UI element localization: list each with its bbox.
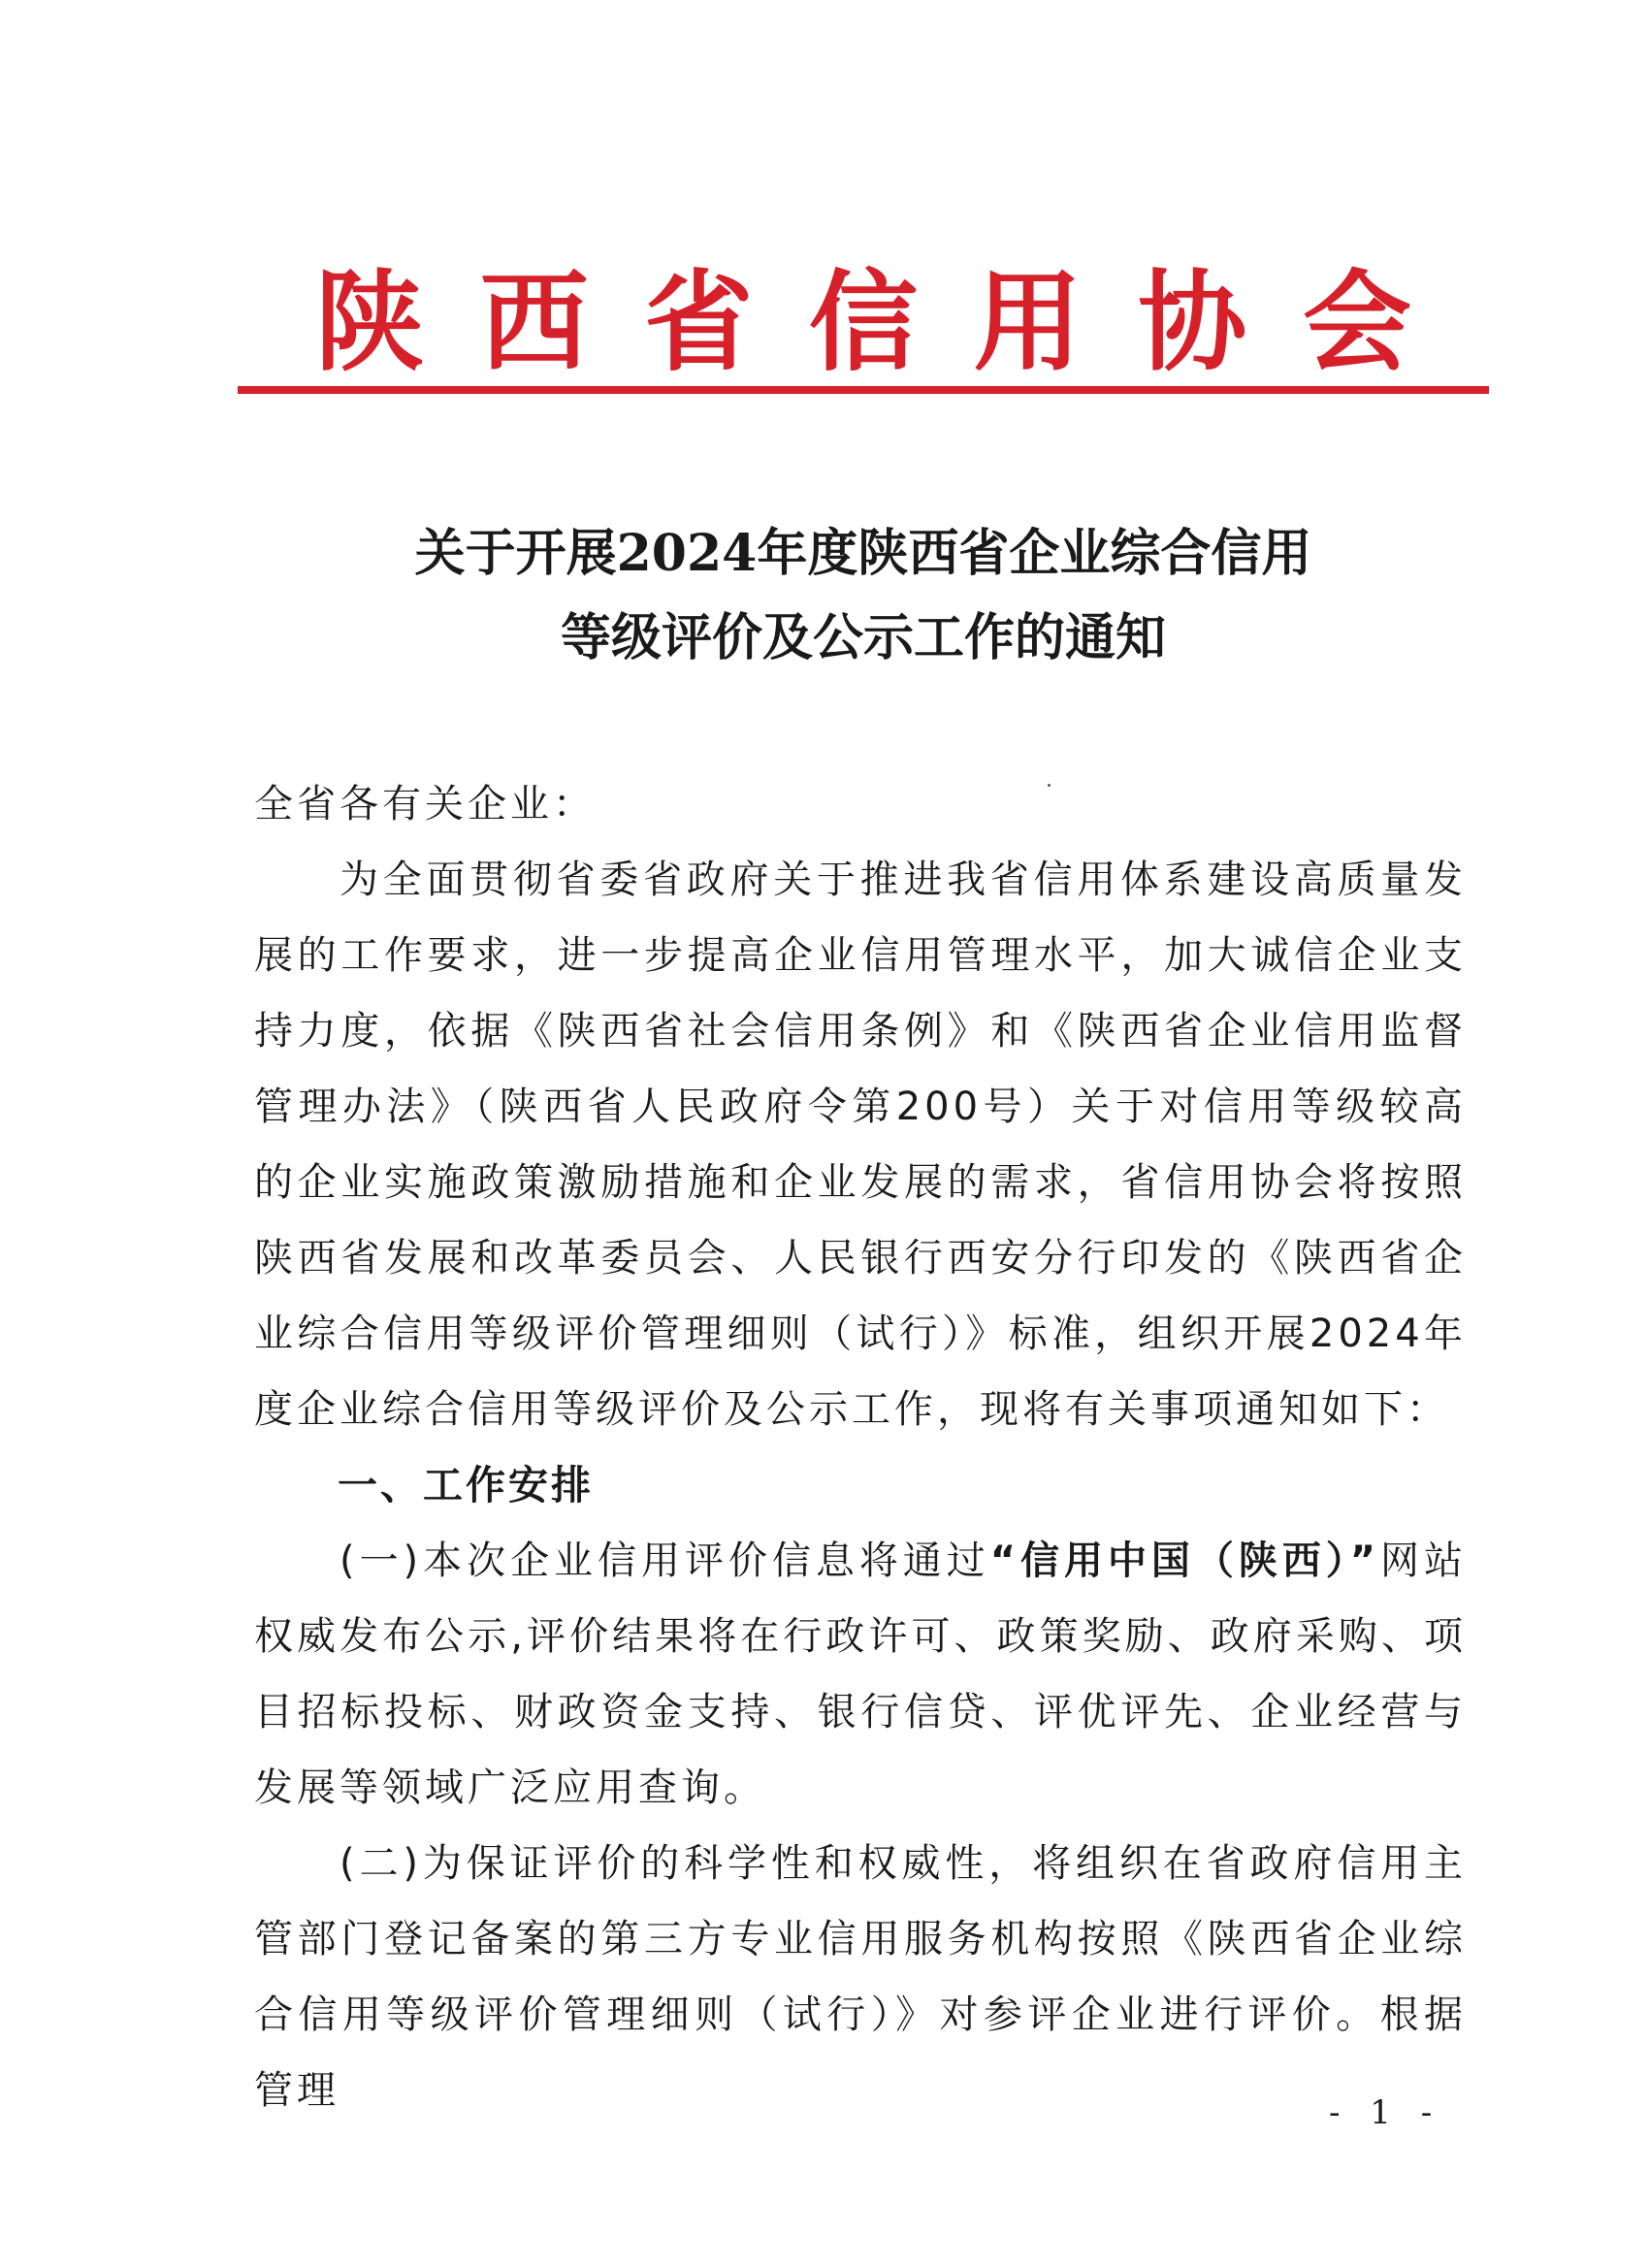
- section-heading-work-arrangement: 一、工作安排: [338, 1462, 594, 1508]
- organization-header: [238, 260, 1489, 386]
- organization-name-char: 陕: [315, 259, 424, 386]
- organization-name-char: 省: [644, 259, 754, 386]
- organization-name-char: 协: [1138, 259, 1247, 386]
- document-title-line-2: 等级评价及公示工作的通知: [560, 608, 1166, 667]
- credit-china-shaanxi-emphasis: “信用中国（陕西）”: [989, 1539, 1380, 1583]
- paragraph-item-1: [254, 1523, 1467, 1826]
- organization-name-char: 用: [973, 259, 1083, 386]
- organization-name-char: 信: [808, 259, 918, 386]
- paragraph-item-1-prefix: (一)本次企业信用评价信息将通过: [340, 1539, 990, 1583]
- header-divider-line: [238, 386, 1489, 394]
- organization-name-char: 西: [479, 259, 589, 386]
- document-title-line-1: 关于开展2024年度陕西省企业综合信用: [414, 524, 1312, 583]
- salutation: 全省各有关企业：: [254, 782, 596, 826]
- page-number: - 1 -: [1329, 2093, 1442, 2132]
- organization-name-char: 会: [1302, 259, 1411, 386]
- paragraph-item-1-suffix: 网站权威发布公示,评价结果将在行政许可、政策奖励、政府采购、项目招标投标、财政资金支持、银行信贷、评优评先、企业经营与发展等领域广泛应用查询。: [254, 1539, 1468, 1810]
- paragraph-intro: 为全面贯彻省委省政府关于推进我省信用体系建设高质量发展的工作要求，进一步提高企业信用管理水平，加大诚信企业支持力度，依据《陕西省社会信用条例》和《陕西省企业信用监督管理办法》（陕西省人民政府令第200号）关于对信用等级较高的企业实施政策激励措施和企业发展的需求，省信用协会将按照陕西省发展和改革委员会、人民银行西安分行印发的《陕西省企业综合信用等级评价管理细则（试行）》标准，组织开展2024年度企业综合信用等级评价及公示工作，现将有关事项通知如下：: [254, 858, 1467, 1432]
- paragraph-item-2: (二)为保证评价的科学性和权威性，将组织在省政府信用主管部门登记备案的第三方专业信用服务机构按照《陕西省企业综合信用等级评价管理细则（试行）》对参评企业进行评价。根据管理: [254, 1841, 1467, 2113]
